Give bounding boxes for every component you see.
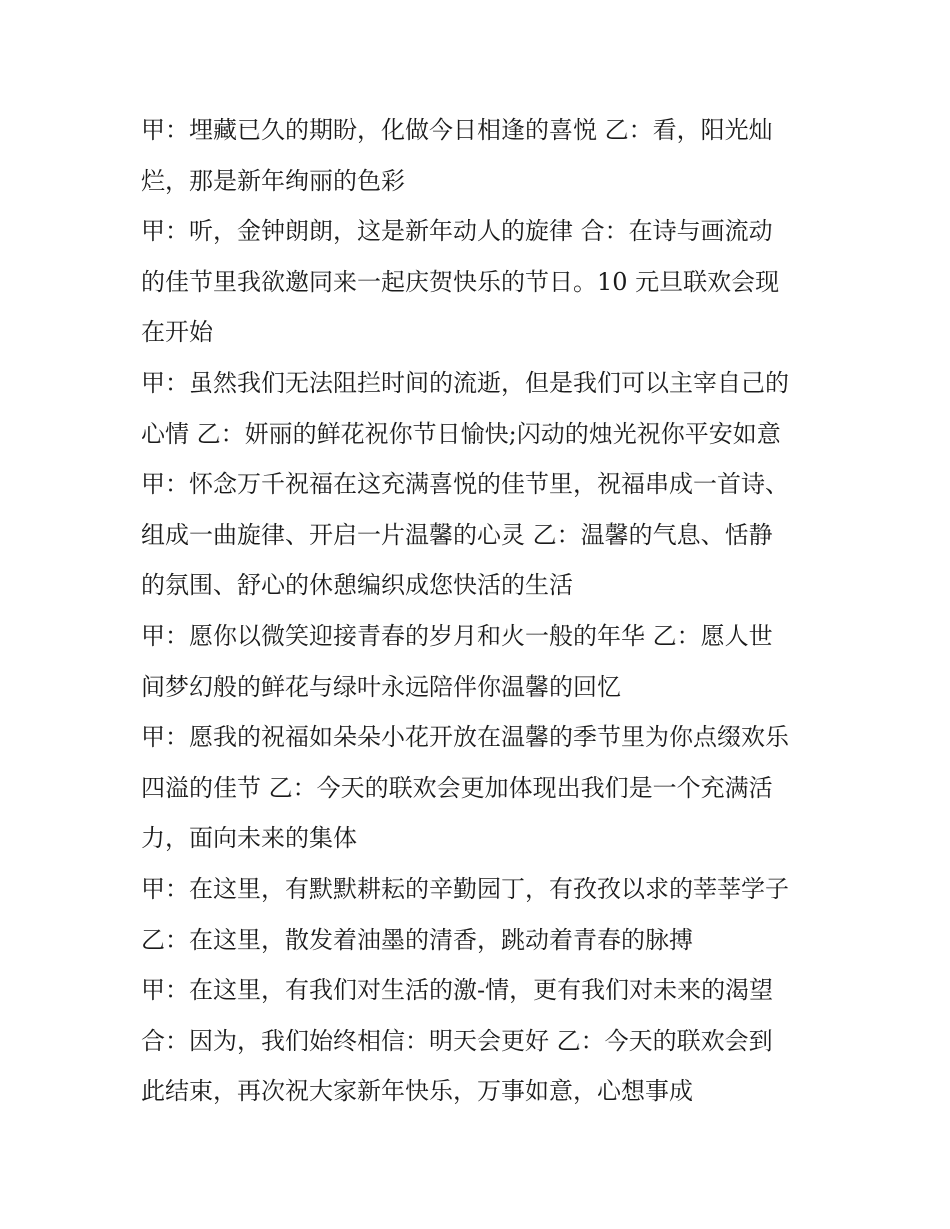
text-line-5: 在开始 [141,318,213,347]
text-line-2: 烂，那是新年绚丽的色彩 [141,166,405,195]
text-line-19: 合：因为，我们始终相信：明天会更好 乙：今天的联欢会到 [141,1026,773,1055]
text-line-7: 心情 乙：妍丽的鲜花祝你节日愉快;闪动的烛光祝你平安如意 [141,419,781,448]
text-line-12: 间梦幻般的鲜花与绿叶永远陪伴你温馨的回忆 [141,672,621,701]
script-text-body [141,105,831,1117]
text-line-16: 甲：在这里，有默默耕耘的辛勤园丁，有孜孜以求的莘莘学子 [141,874,789,903]
text-line-13: 甲：愿我的祝福如朵朵小花开放在温馨的季节里为你点缀欢乐 [141,723,789,752]
text-line-6: 甲：虽然我们无法阻拦时间的流逝，但是我们可以主宰自己的 [141,368,789,397]
text-line-15: 力，面向未来的集体 [141,824,357,853]
text-line-14: 四溢的佳节 乙：今天的联欢会更加体现出我们是一个充满活 [141,773,773,802]
text-line-1: 甲：埋藏已久的期盼，化做今日相逢的喜悦 乙：看，阳光灿 [141,116,773,144]
text-line-11: 甲：愿你以微笑迎接青春的岁月和火一般的年华 乙：愿人世 [141,621,773,650]
text-line-4: 的佳节里我欲邀同来一起庆贺快乐的节日。10 元旦联欢会现 [141,267,780,296]
text-line-20: 此结束，再次祝大家新年快乐，万事如意，心想事成 [141,1077,693,1106]
text-line-8: 甲：怀念万千祝福在这充满喜悦的佳节里，祝福串成一首诗、 [141,470,789,499]
text-line-9: 组成一曲旋律、开启一片温馨的心灵 乙：温馨的气息、恬静 [141,520,773,549]
text-line-17: 乙：在这里，散发着油墨的清香，跳动着青春的脉搏 [141,925,693,954]
text-line-3: 甲：听，金钟朗朗，这是新年动人的旋律 合：在诗与画流动 [141,217,773,246]
text-line-10: 的氛围、舒心的休憩编织成您快活的生活 [141,571,573,600]
text-line-18: 甲：在这里，有我们对生活的激-情，更有我们对未来的渴望 [141,976,774,1005]
